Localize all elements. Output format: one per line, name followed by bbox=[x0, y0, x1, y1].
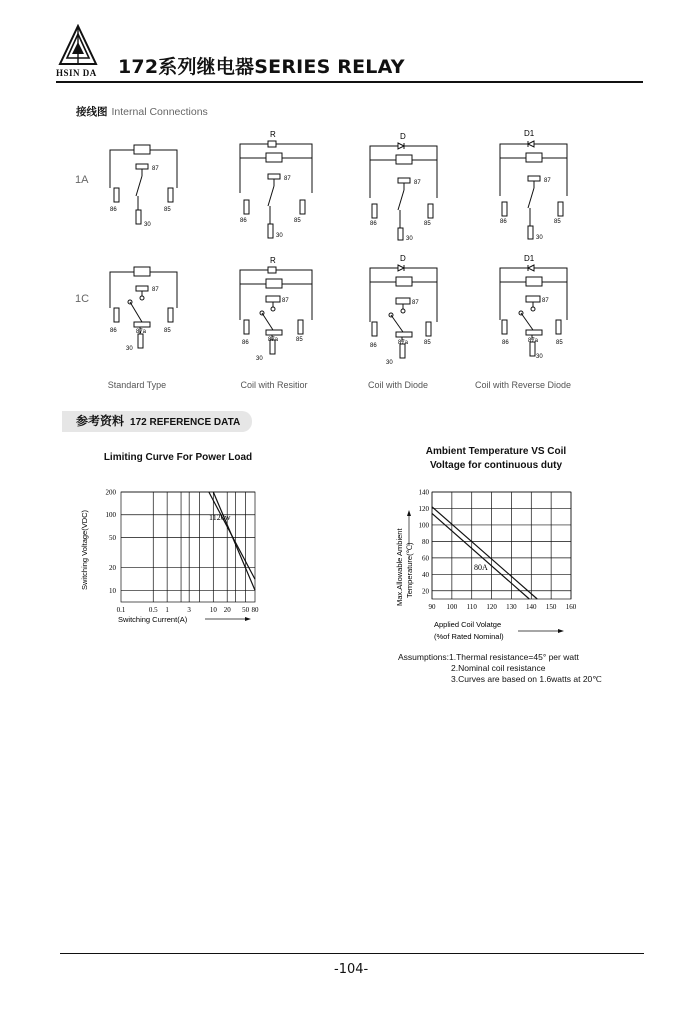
assumptions-lead: Assumptions: bbox=[398, 652, 450, 662]
reference-heading-cn: 参考资料 bbox=[76, 414, 125, 428]
svg-text:86: 86 bbox=[500, 219, 507, 225]
chart2-ytick: 80 bbox=[422, 537, 429, 546]
connections-heading-cn: 接线图 bbox=[76, 106, 108, 118]
diagram-1a-reverse-diode bbox=[492, 128, 582, 243]
chart2-series-line bbox=[432, 507, 537, 599]
pin-87: 87 bbox=[152, 166, 159, 172]
logo-text: HSIN DA bbox=[56, 68, 97, 78]
diagram-1a-standard bbox=[100, 128, 190, 238]
assumptions bbox=[398, 652, 602, 685]
svg-text:30: 30 bbox=[406, 236, 413, 242]
chart-ambient-temperature bbox=[392, 484, 592, 644]
pin-87a: 87a bbox=[136, 329, 147, 335]
chart1-ytick: 100 bbox=[105, 511, 116, 520]
diagram-1c-standard bbox=[100, 258, 190, 358]
svg-text:85: 85 bbox=[554, 219, 561, 225]
chart1-ytick: 20 bbox=[109, 564, 116, 573]
row-label-1a: 1A bbox=[75, 174, 89, 186]
svg-text:86: 86 bbox=[240, 218, 247, 224]
connections-heading-en: Internal Connections bbox=[111, 106, 208, 118]
svg-text:87a: 87a bbox=[398, 340, 409, 346]
svg-text:87a: 87a bbox=[268, 337, 279, 343]
reference-heading bbox=[62, 411, 252, 432]
footer-rule bbox=[60, 953, 644, 954]
reference-heading-en: 172 REFERENCE DATA bbox=[130, 417, 241, 428]
chart2-series-line bbox=[432, 513, 529, 599]
svg-text:86: 86 bbox=[370, 343, 377, 349]
company-logo bbox=[58, 24, 98, 68]
chart2-xtick: 100 bbox=[446, 603, 458, 611]
chart1-xtick: 80 bbox=[251, 606, 259, 614]
chart2-xtick: 160 bbox=[565, 603, 577, 611]
chart2-ytick: 60 bbox=[422, 554, 429, 563]
chart1-annotation: 1120w bbox=[209, 513, 231, 522]
chart1-xtick: 10 bbox=[209, 606, 217, 614]
pin-85: 85 bbox=[164, 207, 171, 213]
chart1-xtick: 3 bbox=[187, 606, 191, 614]
svg-text:85: 85 bbox=[294, 218, 301, 224]
chart2-title: Ambient Temperature VS Coil Voltage for continuous duty bbox=[425, 446, 567, 471]
chart1-ytick: 50 bbox=[109, 533, 116, 542]
svg-text:86: 86 bbox=[370, 221, 377, 227]
pin-86: 86 bbox=[110, 207, 117, 213]
svg-text:87: 87 bbox=[544, 178, 551, 184]
chart2-ytick: 100 bbox=[418, 521, 429, 530]
page-title: 172系列继电器SERIES RELAY bbox=[118, 56, 405, 78]
svg-text:30: 30 bbox=[276, 233, 283, 239]
caption-reverse-diode: Coil with Reverse Diode bbox=[474, 380, 572, 390]
svg-text:87: 87 bbox=[412, 300, 419, 306]
chart2-xtick: 90 bbox=[428, 603, 436, 611]
svg-text:85: 85 bbox=[424, 221, 431, 227]
svg-text:87: 87 bbox=[542, 298, 549, 304]
svg-text:D1: D1 bbox=[524, 254, 535, 263]
diagram-1c-reverse-diode bbox=[492, 252, 582, 367]
diagram-1c-diode bbox=[362, 252, 452, 372]
svg-text:87: 87 bbox=[282, 298, 289, 304]
diagram-1c-resistor bbox=[232, 252, 322, 367]
svg-text:85: 85 bbox=[556, 340, 563, 346]
diagram-1a-diode bbox=[362, 128, 452, 243]
assumption-2: 2.Nominal coil resistance bbox=[451, 663, 546, 673]
svg-text:30: 30 bbox=[256, 356, 263, 362]
svg-text:30: 30 bbox=[536, 235, 543, 241]
assumption-3: 3.Curves are based on 1.6watts at 20℃ bbox=[451, 674, 602, 684]
svg-text:86: 86 bbox=[242, 340, 249, 346]
chart1-xtick: 1 bbox=[165, 606, 169, 614]
svg-text:87: 87 bbox=[152, 287, 159, 293]
svg-text:86: 86 bbox=[110, 328, 117, 334]
svg-text:87: 87 bbox=[414, 180, 421, 186]
chart2-ytick: 120 bbox=[418, 504, 429, 513]
chart1-xtick: 0.1 bbox=[116, 606, 126, 614]
chart2-annotation: 80A bbox=[474, 563, 488, 572]
pin-30: 30 bbox=[144, 222, 151, 228]
chart1-xlabel: Switching Current(A) bbox=[118, 615, 188, 624]
caption-resistor: Coil with Resitior bbox=[240, 380, 308, 390]
svg-text:86: 86 bbox=[502, 340, 509, 346]
svg-text:85: 85 bbox=[164, 328, 171, 334]
row-label-1c: 1C bbox=[75, 293, 90, 305]
chart2-xtick: 150 bbox=[545, 603, 557, 611]
chart2-xtick: 130 bbox=[506, 603, 517, 611]
chart-power-load bbox=[75, 482, 275, 627]
chart2-xlabel: Applied Coil Volatge bbox=[434, 620, 502, 629]
chart2-ytick: 20 bbox=[422, 587, 429, 596]
component-label-d: D bbox=[400, 132, 406, 141]
svg-text:87: 87 bbox=[284, 176, 291, 182]
chart1-ytick: 200 bbox=[105, 488, 116, 497]
svg-text:D: D bbox=[400, 254, 406, 263]
chart1-ytick: 10 bbox=[109, 586, 116, 595]
header-rule bbox=[56, 81, 643, 83]
component-label-d1: D1 bbox=[524, 129, 535, 138]
chart2-xtick: 110 bbox=[466, 603, 477, 611]
chart1-ylabel: Switching Voltage(VDC) bbox=[80, 509, 89, 590]
svg-text:85: 85 bbox=[296, 337, 303, 343]
chart1-xtick: 20 bbox=[223, 606, 231, 614]
chart1-xtick: 0.5 bbox=[148, 606, 158, 614]
svg-text:R: R bbox=[270, 256, 276, 265]
chart2-xtick: 120 bbox=[486, 603, 497, 611]
chart2-ytick: 40 bbox=[422, 570, 429, 579]
chart2-ylabel: Max.Allowable Ambient bbox=[395, 528, 404, 606]
diagram-1a-resistor bbox=[232, 128, 322, 243]
component-label-r: R bbox=[270, 130, 276, 139]
chart2-xtick: 140 bbox=[526, 603, 537, 611]
svg-text:85: 85 bbox=[424, 340, 431, 346]
svg-text:87a: 87a bbox=[528, 338, 539, 344]
connections-heading bbox=[76, 104, 208, 119]
page-number: -104- bbox=[334, 962, 369, 977]
caption-standard: Standard Type bbox=[107, 380, 167, 390]
chart1-xtick: 50 bbox=[242, 606, 250, 614]
svg-text:30: 30 bbox=[126, 346, 133, 352]
chart1-title: Limiting Curve For Power Load bbox=[103, 452, 253, 463]
chart2-xlabel2: (%of Rated Nominal) bbox=[434, 632, 504, 641]
chart1-series-line bbox=[213, 492, 255, 590]
assumption-1: 1.Thermal resistance=45° per watt bbox=[449, 652, 579, 662]
chart2-ylabel2: Temperature(℃) bbox=[405, 542, 414, 598]
chart2-ytick: 140 bbox=[418, 488, 429, 497]
svg-text:30: 30 bbox=[386, 360, 393, 366]
svg-text:30: 30 bbox=[536, 354, 543, 360]
caption-diode: Coil with Diode bbox=[367, 380, 429, 390]
